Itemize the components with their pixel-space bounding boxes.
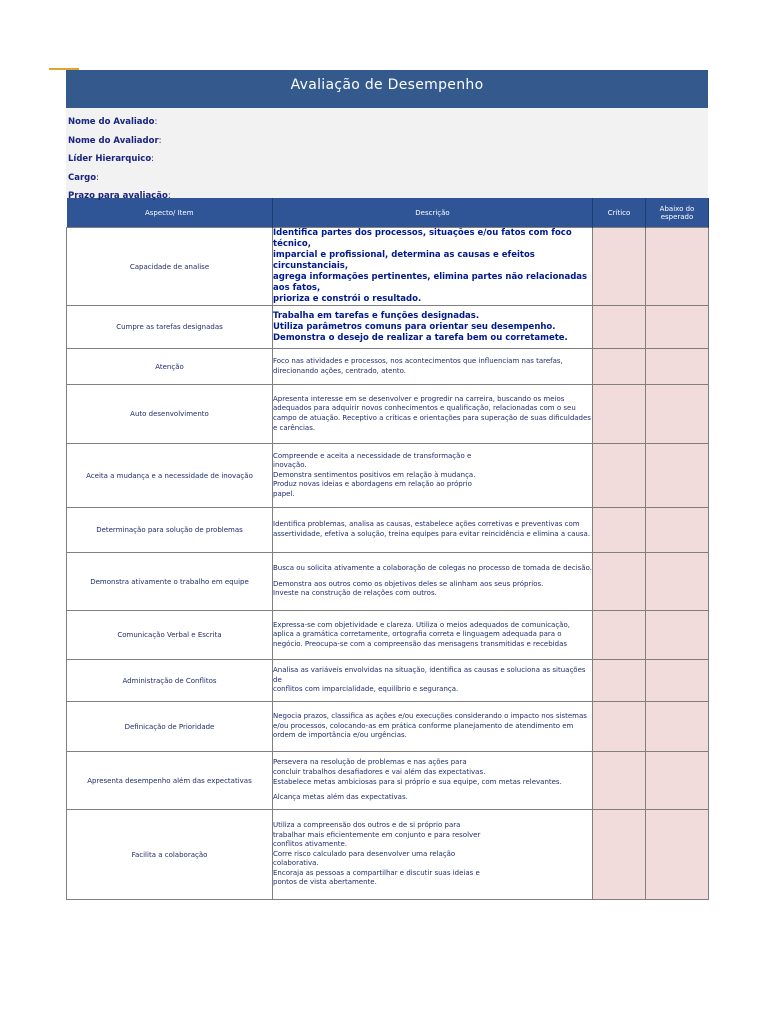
description-line: assertividade, efetiva a solução, treina equipes para evitar reincidência e elimina a causa. [273, 530, 591, 538]
column-critical: Crítico [593, 198, 646, 228]
description-line: e carências. [273, 423, 316, 432]
critical-rating-cell[interactable] [593, 660, 646, 702]
table-row [67, 349, 709, 385]
below-expected-rating-cell[interactable] [646, 508, 709, 553]
description-line: Estabelece metas ambiciosas para si próprio e sua equipe, com metas relevantes. [273, 777, 562, 786]
description-cell [273, 385, 593, 444]
description-line: adequados para adquirir novos conhecimentos e qualificação, relacionadas com o seu [273, 404, 576, 413]
description-line: colaborativa. [273, 859, 319, 868]
below-expected-rating-cell[interactable] [646, 810, 709, 900]
below-expected-rating-cell[interactable] [646, 553, 709, 611]
aspect-cell: Cumpre as tarefas designadas [67, 306, 273, 349]
description-cell [273, 752, 593, 810]
below-expected-rating-cell[interactable] [646, 611, 709, 660]
aspect-cell: Comunicação Verbal e Escrita [67, 611, 273, 660]
description-line: Analisa as variáveis envolvidas na situação, identifica as causas e soluciona as situações de [273, 666, 586, 684]
critical-rating-cell[interactable] [593, 444, 646, 508]
description-line: inovação. [273, 461, 307, 470]
description-line: agrega informações pertinentes, elimina partes não relacionadas aos fatos, [273, 272, 588, 293]
description-line: imparcial e profissional, determina as causas e efeitos circunstanciais, [273, 250, 535, 271]
description-line: e/ou processos, colocando-as em prática conforme planejamento de atendimento em [273, 721, 574, 730]
table-row [67, 660, 709, 702]
column-below-expected: Abaixo do esperado [646, 198, 709, 228]
aspect-cell: Capacidade de analise [67, 228, 273, 306]
description-line: Compreende e aceita a necessidade de transformação e [273, 451, 472, 460]
description-line: Busca ou solicita ativamente a colaboração de colegas no processo de tomada de decisão. [273, 564, 592, 573]
description-line: prioriza e constrói o resultado. [273, 294, 422, 304]
description-line: Identifica problemas, analisa as causas, estabelece ações corretivas e preventivas com [273, 520, 580, 529]
description-cell [273, 611, 593, 660]
critical-rating-cell[interactable] [593, 810, 646, 900]
description-cell [273, 660, 593, 702]
below-expected-rating-cell[interactable] [646, 349, 709, 385]
critical-rating-cell[interactable] [593, 508, 646, 553]
aspect-cell: Facilita a colaboração [67, 810, 273, 900]
description-line: aplica a gramática corretamente, ortografia correta e linguagem adequada para o [273, 630, 562, 639]
description-line: direcionando ações, centrado, atento. [273, 366, 407, 375]
description-line: Utiliza parâmetros comuns para orientar seu desempenho. [273, 321, 556, 332]
aspect-cell: Definicação de Prioridade [67, 702, 273, 752]
description-line: Demonstra aos outros como os objetivos deles se alinham aos seus próprios. [273, 579, 544, 588]
description-line: Expressa-se com objetividade e clareza. Utiliza o meios adequados de comunicação, [273, 620, 570, 629]
description-cell [273, 444, 593, 508]
description-line: Utiliza a compreensão dos outros e de si próprio para [273, 820, 461, 829]
description-line: negócio. Preocupa-se com a compreensão das mensagens transmitidas e recebidas [273, 639, 568, 648]
description-line: pontos de vista abertamente. [273, 878, 377, 887]
description-cell [273, 810, 593, 900]
critical-rating-cell[interactable] [593, 553, 646, 611]
table-row [67, 752, 709, 810]
description-line: conflitos com imparcialidade, equilíbrio e segurança. [273, 685, 459, 694]
critical-rating-cell[interactable] [593, 385, 646, 444]
description-line: ordem de importância e/ou urgências. [273, 731, 407, 740]
info-field-avaliador[interactable]: Nome do Avaliador: [68, 135, 162, 146]
description-line: Trabalha em tarefas e funções designadas. [273, 310, 480, 321]
below-expected-rating-cell[interactable] [646, 444, 709, 508]
info-field-cargo[interactable]: Cargo: [68, 172, 99, 183]
below-expected-rating-cell[interactable] [646, 385, 709, 444]
description-line: concluir trabalhos desafiadores e vai além das expectativas. [273, 767, 486, 776]
description-line: Encoraja as pessoas a compartilhar e discutir suas ideias e [273, 868, 480, 877]
below-expected-rating-cell[interactable] [646, 228, 709, 306]
table-row [67, 306, 709, 349]
info-field-avaliado[interactable]: Nome do Avaliado: [68, 117, 158, 127]
description-line: trabalhar mais eficientemente em conjunto e para resolver [273, 830, 481, 839]
description-line: Demonstra sentimentos positivos em relação à mudança. [273, 470, 476, 479]
critical-rating-cell[interactable] [593, 702, 646, 752]
critical-rating-cell[interactable] [593, 306, 646, 349]
critical-rating-cell[interactable] [593, 752, 646, 810]
description-cell [273, 306, 593, 349]
critical-rating-cell[interactable] [593, 349, 646, 385]
description-cell [273, 508, 593, 553]
table-row [67, 553, 709, 611]
evaluation-table [66, 198, 709, 900]
info-section [66, 108, 708, 201]
table-row [67, 611, 709, 660]
info-field-prazo[interactable]: Prazo para avaliação: [68, 191, 171, 201]
description-line: conflitos ativamente. [273, 840, 348, 849]
aspect-cell: Apresenta desempenho além das expectativas [67, 752, 273, 810]
info-field-lider[interactable]: Líder Hierarquico: [68, 154, 155, 164]
description-line: campo de atuação. Receptivo a críticas e orientações para superação de suas dificuldades [273, 414, 591, 422]
description-line: Investe na construção de relações com outros. [273, 589, 437, 598]
aspect-cell: Demonstra ativamente o trabalho em equipe [67, 553, 273, 611]
description-cell [273, 553, 593, 611]
below-expected-rating-cell[interactable] [646, 752, 709, 810]
aspect-cell: Aceita a mudança e a necessidade de inovação [67, 444, 273, 508]
below-expected-rating-cell[interactable] [646, 702, 709, 752]
description-line: Produz novas ideias e abordagens em relação ao próprio [273, 480, 472, 489]
table-row [67, 385, 709, 444]
description-line: Demonstra o desejo de realizar a tarefa bem ou corretamete. [273, 332, 568, 343]
description-line: Identifica partes dos processos, situações e/ou fatos com foco técnico, [273, 228, 572, 249]
aspect-cell: Atenção [67, 349, 273, 385]
table-row [67, 702, 709, 752]
column-aspect: Aspecto/ Item [67, 198, 273, 228]
critical-rating-cell[interactable] [593, 228, 646, 306]
critical-rating-cell[interactable] [593, 611, 646, 660]
description-line: Corre risco calculado para desenvolver uma relação [273, 849, 456, 858]
below-expected-rating-cell[interactable] [646, 306, 709, 349]
below-expected-rating-cell[interactable] [646, 660, 709, 702]
description-cell [273, 349, 593, 385]
description-line: papel. [273, 489, 295, 498]
description-cell [273, 702, 593, 752]
table-row [67, 228, 709, 306]
description-line: Alcança metas além das expectativas. [273, 793, 408, 802]
page-title: Avaliação de Desempenho [66, 70, 708, 108]
aspect-cell: Administração de Conflitos [67, 660, 273, 702]
table-row [67, 444, 709, 508]
description-line: Persevera na resolução de problemas e nas ações para [273, 758, 467, 767]
evaluation-sheet [66, 70, 708, 900]
description-line: Foco nas atividades e processos, nos acontecimentos que influenciam nas tarefas, [273, 356, 563, 365]
description-cell [273, 228, 593, 306]
column-description: Descrição [273, 198, 593, 228]
table-row [67, 810, 709, 900]
table-row [67, 508, 709, 553]
aspect-cell: Determinação para solução de problemas [67, 508, 273, 553]
aspect-cell: Auto desenvolvimento [67, 385, 273, 444]
description-line: Apresenta interesse em se desenvolver e progredir na carreira, buscando os meios [273, 394, 565, 403]
description-line: Negocia prazos, classifica as ações e/ou execuções considerando o impacto nos sistemas [273, 712, 587, 721]
